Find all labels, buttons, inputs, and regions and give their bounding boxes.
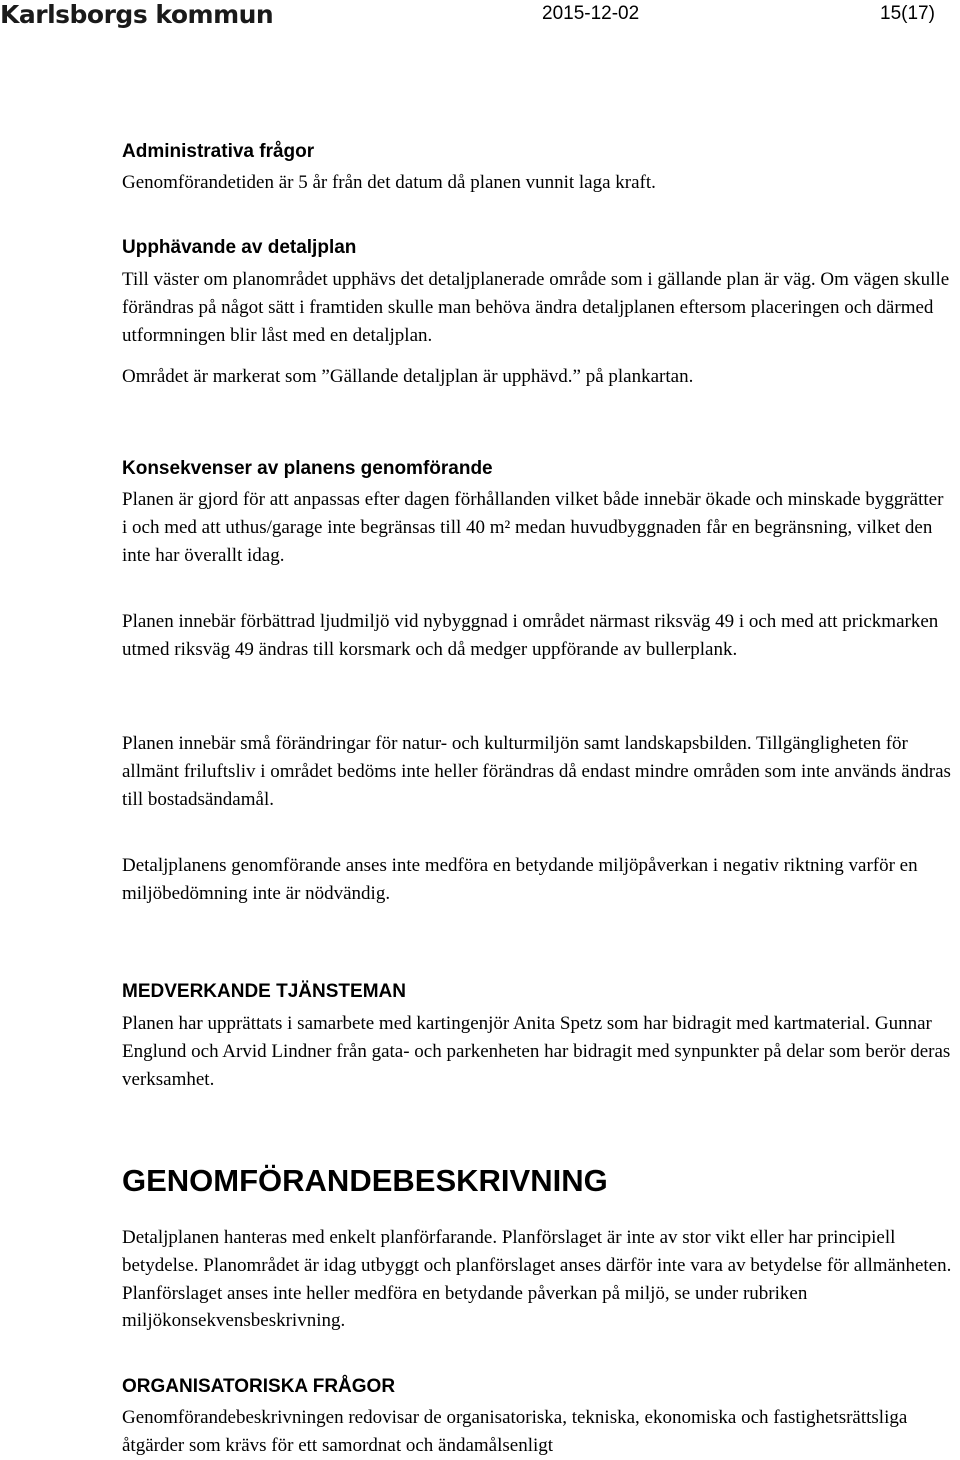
municipality-logo: Karlsborgs kommun — [0, 0, 274, 29]
page-number: 15(17) — [880, 3, 935, 24]
paragraph-konsekvenser-1: Planen är gjord för att anpassas efter dagen förhållanden vilket både innebär ökade och minskade byggrätter i och med att uthus/garage inte begränsas till 40 m² medan huvudbyggnaden får en begränsning, vilket den inte har överallt idag. — [122, 489, 944, 566]
paragraph-konsekvenser-3: Planen innebär små förändringar för natur- och kulturmiljön samt landskapsbilden. Tillgängligheten för allmänt friluftsliv i området bedöms inte heller förändras då endast mindre områden som inte används ändras till bostadsändamål. — [122, 733, 951, 810]
heading-medverkande: MEDVERKANDE TJÄNSTEMAN — [122, 981, 406, 1002]
heading-konsekvenser: Konsekvenser av planens genomförande — [122, 458, 493, 479]
paragraph-administrativa-fragor: Genomförandetiden är 5 år från det datum då planen vunnit laga kraft. — [122, 172, 656, 193]
paragraph-upphavande-1: Till väster om planområdet upphävs det detaljplanerade område som i gällande plan är väg. Om vägen skulle förändras på något sätt i framtiden skulle man behöva ändra detaljplanen eftersom placeringen och därmed utformningen blir låst med en detaljplan. — [122, 269, 950, 346]
heading-upphavande: Upphävande av detaljplan — [122, 237, 357, 258]
paragraph-konsekvenser-2: Planen innebär förbättrad ljudmiljö vid nybyggnad i området närmast riksväg 49 i och med att prickmarken utmed riksväg 49 ändras till korsmark och då medger uppförande av bullerplank. — [122, 611, 939, 660]
paragraph-konsekvenser-4: Detaljplanens genomförande anses inte medföra en betydande miljöpåverkan i negativ riktning varför en miljöbedömning inte är nödvändig. — [122, 855, 918, 904]
heading-organisatoriska: ORGANISATORISKA FRÅGOR — [122, 1376, 396, 1397]
paragraph-medverkande: Planen har upprättats i samarbete med kartingenjör Anita Spetz som har bidragit med kartmaterial. Gunnar Englund och Arvid Lindner från gata- och parkenheten har bidragit med synpunkter på delar som berör deras verksamhet. — [122, 1013, 951, 1090]
paragraph-genomforandebeskrivning: Detaljplanen hanteras med enkelt planförfarande. Planförslaget är inte av stor vikt eller har principiell betydelse. Planområdet är idag utbyggt och planförslaget anses därför inte vara av betydelse för allmänheten. Planförslaget anses inte heller medföra en betydande påverkan på miljö, se under rubriken miljökonsekvensbeskrivning. — [122, 1227, 952, 1332]
heading-administrativa-fragor: Administrativa frågor — [122, 141, 315, 162]
paragraph-organisatoriska: Genomförandebeskrivningen redovisar de organisatoriska, tekniska, ekonomiska och fastighetsrättsliga åtgärder som krävs för ett samordnat och ändamålsenligt — [122, 1407, 908, 1456]
document-date: 2015-12-02 — [542, 3, 640, 24]
paragraph-upphavande-2: Området är markerat som ”Gällande detaljplan är upphävd.” på plankartan. — [122, 366, 694, 387]
heading-genomforandebeskrivning: GENOMFÖRANDEBESKRIVNING — [122, 1163, 608, 1198]
page-header — [0, 0, 960, 40]
